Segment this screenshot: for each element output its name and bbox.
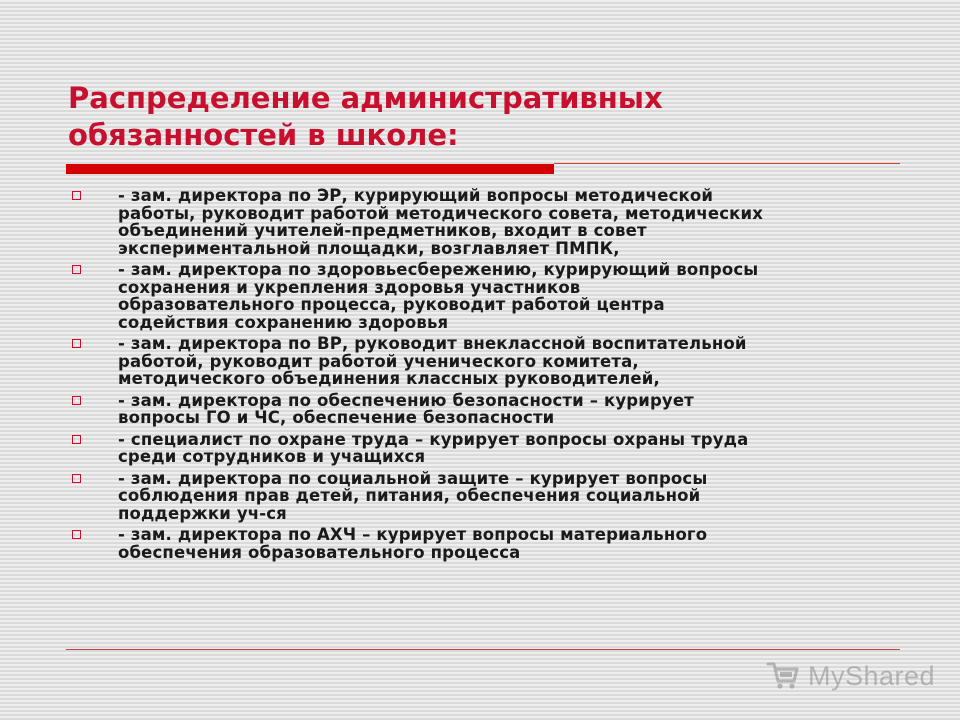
square-bullet-icon — [72, 339, 81, 348]
square-bullet-icon — [72, 435, 81, 444]
duties-list — [70, 187, 900, 565]
list-item — [70, 335, 900, 388]
bottom-rule — [66, 649, 900, 650]
slide-title-line-2: обязанностей в школе: — [68, 118, 459, 152]
square-bullet-icon — [72, 396, 81, 405]
list-item — [70, 431, 900, 466]
title-underline-rule — [554, 163, 900, 164]
list-item — [70, 261, 900, 331]
list-item-text: - зам. директора по ВР, руководит внеклассной воспитательной работой, руководит работой ученического комитета, методического объединения классных руководителей, — [118, 334, 747, 388]
list-item — [70, 526, 900, 561]
myshared-watermark[interactable] — [766, 656, 935, 696]
list-item — [70, 392, 900, 427]
slide-title-line-1: Распределение административных — [68, 81, 663, 115]
list-item-text: - зам. директора по социальной защите – курирует вопросы соблюдения прав детей, питания, обеспечения социальной поддержки уч-ся — [118, 468, 708, 523]
list-item — [70, 470, 900, 523]
slide-title — [68, 80, 888, 154]
list-item-text: - зам. директора по ЭР, курирующий вопросы методической работы, руководит работой методического совета, методических объединений учителей-предметников, входит в совет экспериментальной площадки, возглавляет ПМПК, — [118, 186, 763, 258]
watermark-text: MyShared — [808, 660, 936, 691]
list-item — [70, 187, 900, 257]
list-item-text: - зам. директора по обеспечению безопасности – курирует вопросы ГО и ЧС, обеспечение безопасности — [118, 390, 694, 427]
square-bullet-icon — [72, 265, 81, 274]
shopping-cart-icon — [766, 661, 800, 691]
square-bullet-icon — [72, 530, 81, 539]
square-bullet-icon — [72, 474, 81, 483]
list-item-text: - специалист по охране труда – курирует вопросы охраны труда среди сотрудников и учащихся — [118, 429, 749, 466]
list-item-text: - зам. директора по здоровьесбережению, курирующий вопросы сохранения и укрепления здоровья участников образовательного процесса, руководит работой центра содействия сохранению здоровья — [118, 260, 759, 332]
title-underline-bar — [66, 164, 554, 174]
square-bullet-icon — [72, 191, 81, 200]
list-item-text: - зам. директора по АХЧ – курирует вопросы материального обеспечения образовательного процесса — [118, 525, 708, 562]
